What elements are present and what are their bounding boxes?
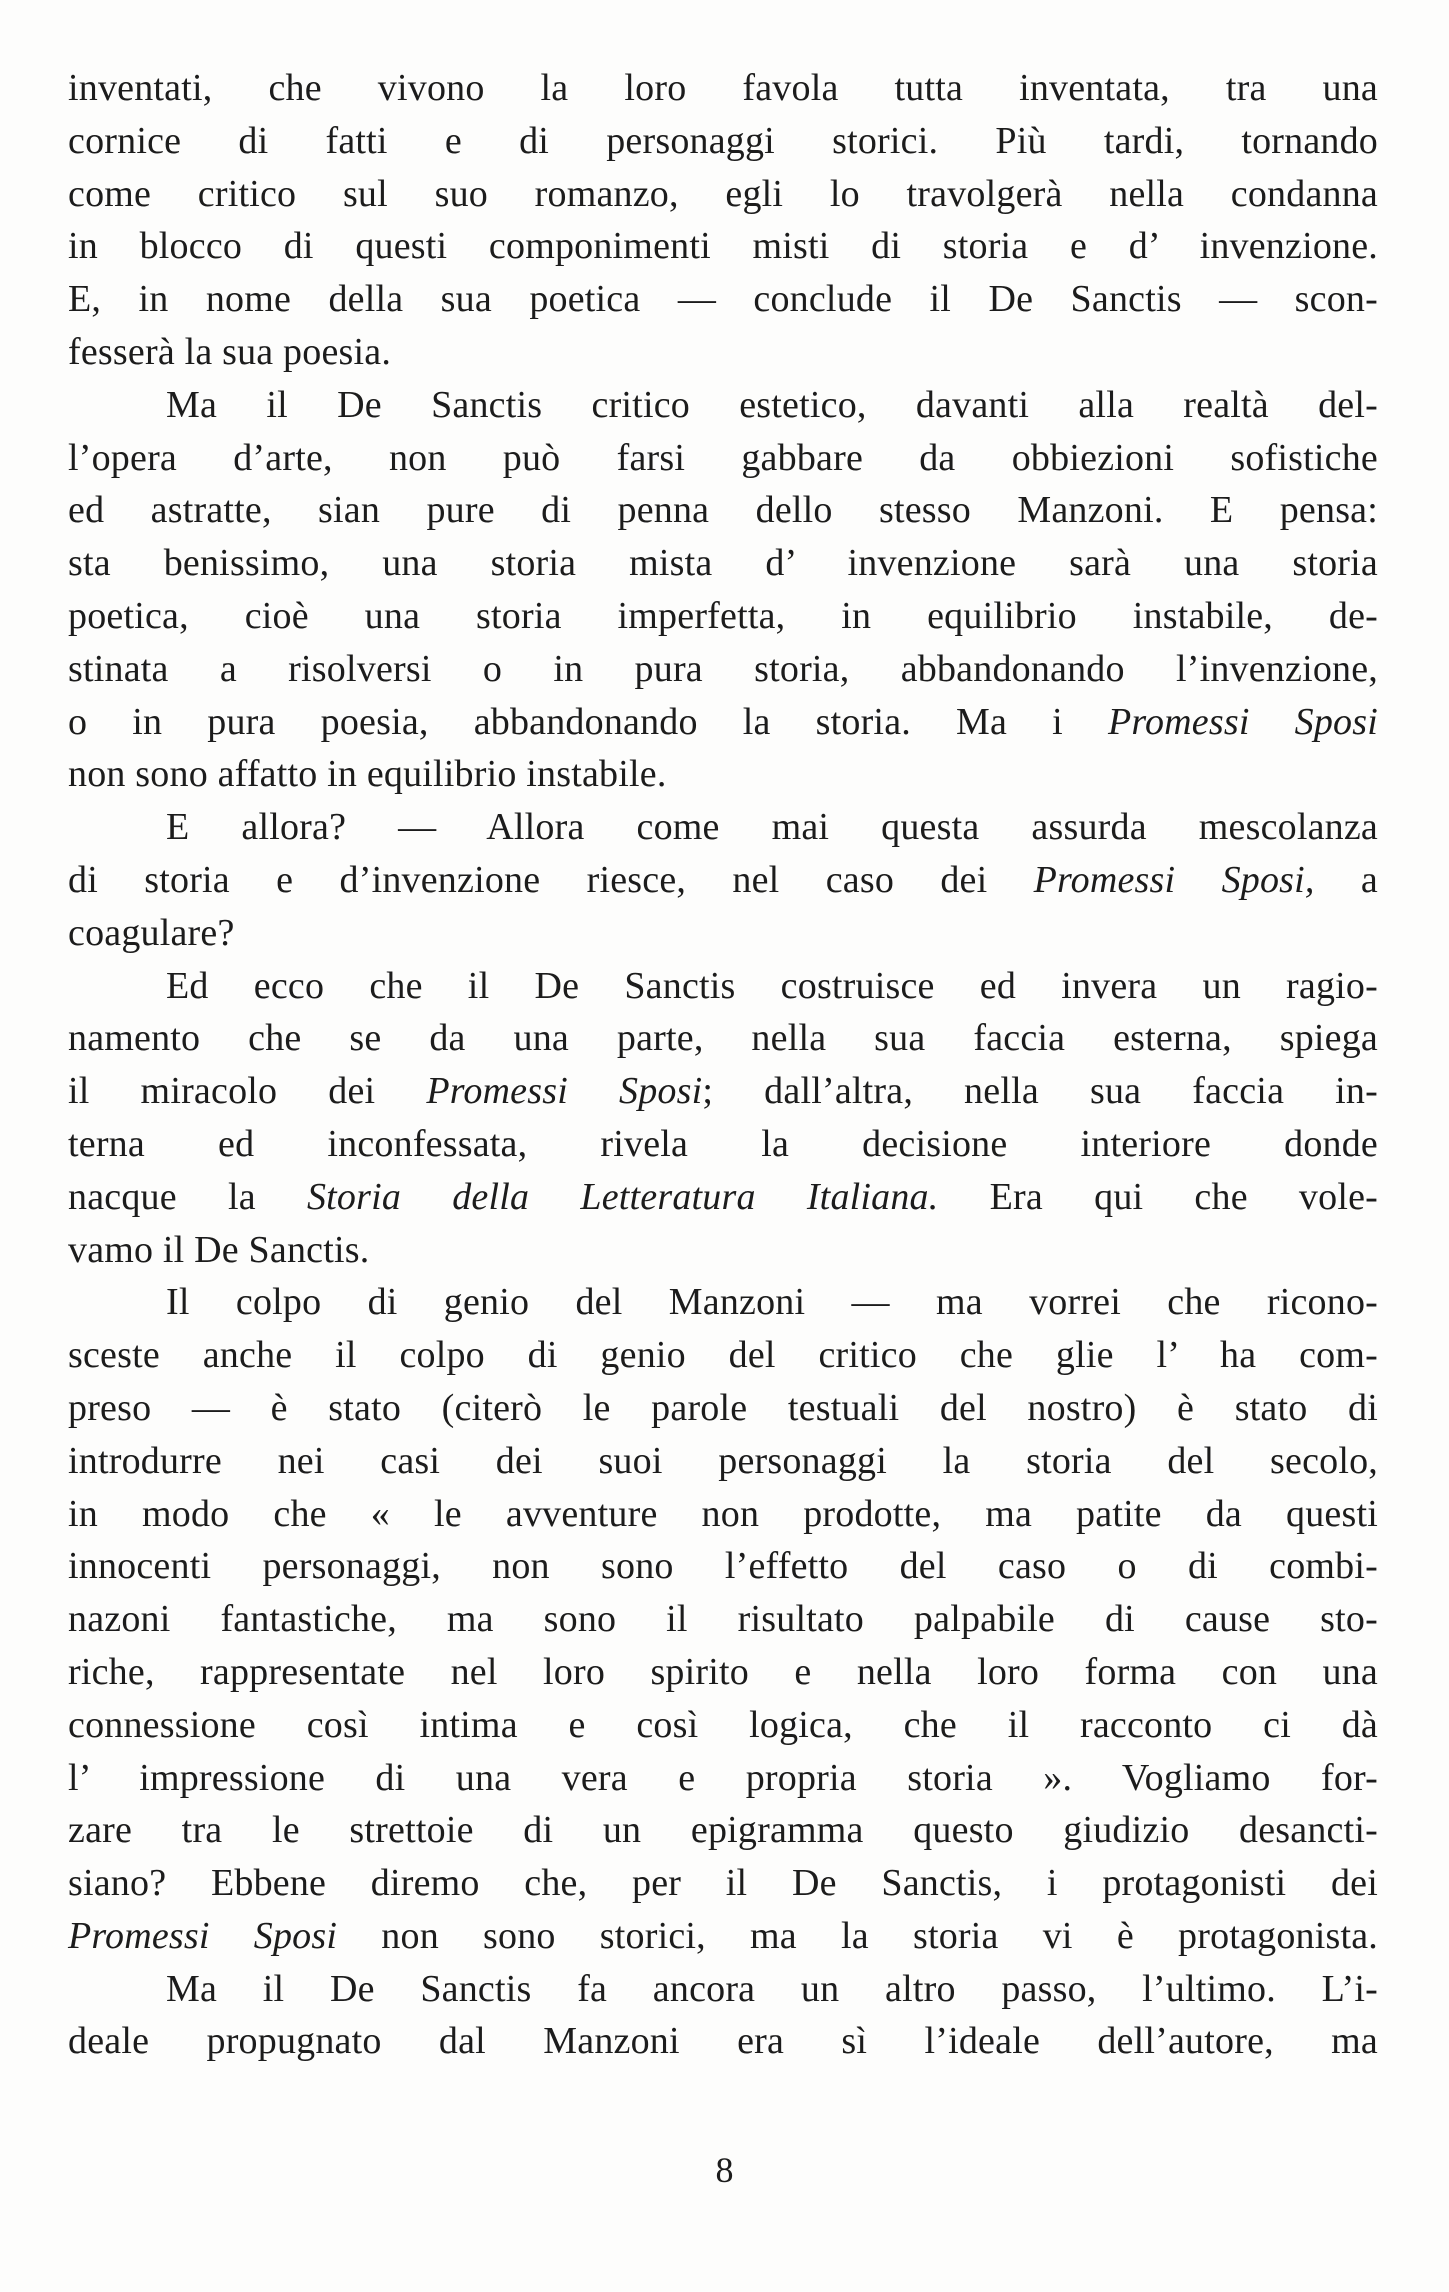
text-segment: introdurre nei casi dei suoi personaggi la storia del secolo, xyxy=(68,1439,1378,1482)
text-line xyxy=(68,696,1378,749)
text-segment: cornice di fatti e di personaggi storici. Più tardi, tornando xyxy=(68,119,1378,162)
text-segment: siano? Ebbene diremo che, per il De Sanctis, i protagonisti dei xyxy=(68,1862,1378,1905)
text-segment: ; dall’altra, nella sua faccia in- xyxy=(702,1070,1378,1113)
text-segment: ed astratte, sian pure di penna dello stesso Manzoni. E pensa: xyxy=(68,489,1378,532)
text-line xyxy=(68,1593,1378,1646)
page-number: 8 xyxy=(715,2150,734,2190)
text-line xyxy=(68,801,1378,854)
text-line xyxy=(68,1276,1378,1329)
text-line xyxy=(68,1752,1378,1805)
text-segment: Era qui che vole- xyxy=(938,1175,1379,1218)
text-segment: Ma il De Sanctis fa ancora un altro passo, l’ultimo. L’i- xyxy=(166,1967,1378,2010)
text-segment: inventati, che vivono la loro favola tutta inventata, tra una xyxy=(68,67,1378,109)
text-segment: vamo il De Sanctis. xyxy=(68,1228,370,1271)
text-segment: riche, rappresentate nel loro spirito e nella loro forma con una xyxy=(68,1650,1378,1693)
body-text xyxy=(68,62,1378,2068)
text-line xyxy=(68,1699,1378,1752)
text-line xyxy=(68,1435,1378,1488)
text-segment: stinata a risolversi o in pura storia, abbandonando l’invenzione, xyxy=(68,647,1378,690)
text-line xyxy=(68,1804,1378,1857)
text-segment: come critico sul suo romanzo, egli lo travolgerà nella condanna xyxy=(68,172,1378,215)
text-segment: Ma il De Sanctis critico estetico, davanti alla realtà del- xyxy=(166,383,1378,426)
text-segment: E allora? — Allora come mai questa assurda mescolanza xyxy=(166,806,1378,849)
text-line xyxy=(68,1646,1378,1699)
italic-title: Promessi Sposi, xyxy=(1033,858,1315,901)
text-segment: sta benissimo, una storia mista d’ invenzione sarà una storia xyxy=(68,542,1378,585)
text-line xyxy=(68,379,1378,432)
text-segment: zare tra le strettoie di un epigramma questo giudizio desancti- xyxy=(68,1809,1378,1852)
text-segment: namento che se da una parte, nella sua faccia esterna, spiega xyxy=(68,1017,1378,1060)
text-line xyxy=(68,273,1378,326)
text-line xyxy=(68,907,1378,960)
text-segment: Il colpo di genio del Manzoni — ma vorrei che ricono- xyxy=(166,1281,1378,1324)
text-line xyxy=(68,1329,1378,1382)
text-line xyxy=(68,168,1378,221)
text-line xyxy=(68,115,1378,168)
text-line xyxy=(68,2015,1378,2068)
italic-title: Promessi Sposi xyxy=(426,1070,703,1113)
text-segment: terna ed inconfessata, rivela la decisione interiore donde xyxy=(68,1122,1378,1165)
text-segment: connessione così intima e così logica, che il racconto ci dà xyxy=(68,1703,1378,1746)
text-segment: fesserà la sua poesia. xyxy=(68,330,392,373)
text-line xyxy=(68,960,1378,1013)
text-line xyxy=(68,1488,1378,1541)
text-segment: l’opera d’arte, non può farsi gabbare da obbiezioni sofistiche xyxy=(68,436,1378,479)
text-line xyxy=(68,1012,1378,1065)
text-line xyxy=(68,1540,1378,1593)
text-line xyxy=(68,1857,1378,1910)
text-segment: sceste anche il colpo di genio del critico che glie l’ ha com- xyxy=(68,1334,1378,1377)
text-segment: l’ impressione di una vera e propria storia ». Vogliamo for- xyxy=(68,1756,1378,1799)
text-segment: in blocco di questi componimenti misti di storia e d’ invenzione. xyxy=(68,225,1378,268)
text-segment: a xyxy=(1314,858,1378,901)
text-segment: nacque la xyxy=(68,1175,307,1218)
text-line xyxy=(68,432,1378,485)
text-line xyxy=(68,748,1378,801)
text-segment: poetica, cioè una storia imperfetta, in equilibrio instabile, de- xyxy=(68,594,1378,637)
text-segment: in modo che « le avventure non prodotte, ma patite da questi xyxy=(68,1492,1378,1535)
text-segment: preso — è stato (citerò le parole testuali del nostro) è stato di xyxy=(68,1386,1378,1429)
text-line xyxy=(68,1963,1378,2016)
text-line xyxy=(68,484,1378,537)
text-line xyxy=(68,537,1378,590)
text-segment: deale propugnato dal Manzoni era sì l’ideale dell’autore, ma xyxy=(68,2020,1378,2063)
text-segment: coagulare? xyxy=(68,911,235,954)
text-line xyxy=(68,1171,1378,1224)
text-line xyxy=(68,590,1378,643)
text-segment: innocenti personaggi, non sono l’effetto del caso o di combi- xyxy=(68,1545,1378,1588)
text-line xyxy=(68,326,1378,379)
text-line xyxy=(68,1118,1378,1171)
text-line xyxy=(68,643,1378,696)
text-segment: Ed ecco che il De Sanctis costruisce ed invera un ragio- xyxy=(166,964,1378,1007)
text-segment: non sono storici, ma la storia vi è protagonista. xyxy=(337,1914,1379,1957)
italic-title: Promessi Sposi xyxy=(1107,700,1378,743)
italic-title: Storia della Letteratura Italiana. xyxy=(306,1175,939,1218)
text-line xyxy=(68,1910,1378,1963)
italic-title: Promessi Sposi xyxy=(68,1914,338,1957)
text-line xyxy=(68,220,1378,273)
text-line xyxy=(68,854,1378,907)
text-segment: di storia e d’invenzione riesce, nel caso dei xyxy=(68,858,1034,901)
text-line xyxy=(68,62,1378,115)
text-segment: E, in nome della sua poetica — conclude il De Sanctis — scon- xyxy=(68,278,1378,321)
text-line xyxy=(68,1224,1378,1277)
text-segment: o in pura poesia, abbandonando la storia. Ma i xyxy=(68,700,1108,743)
text-line xyxy=(68,1382,1378,1435)
text-line xyxy=(68,1065,1378,1118)
text-segment: il miracolo dei xyxy=(68,1070,427,1113)
text-segment: non sono affatto in equilibrio instabile. xyxy=(68,753,667,796)
text-segment: nazoni fantastiche, ma sono il risultato palpabile di cause sto- xyxy=(68,1598,1378,1641)
